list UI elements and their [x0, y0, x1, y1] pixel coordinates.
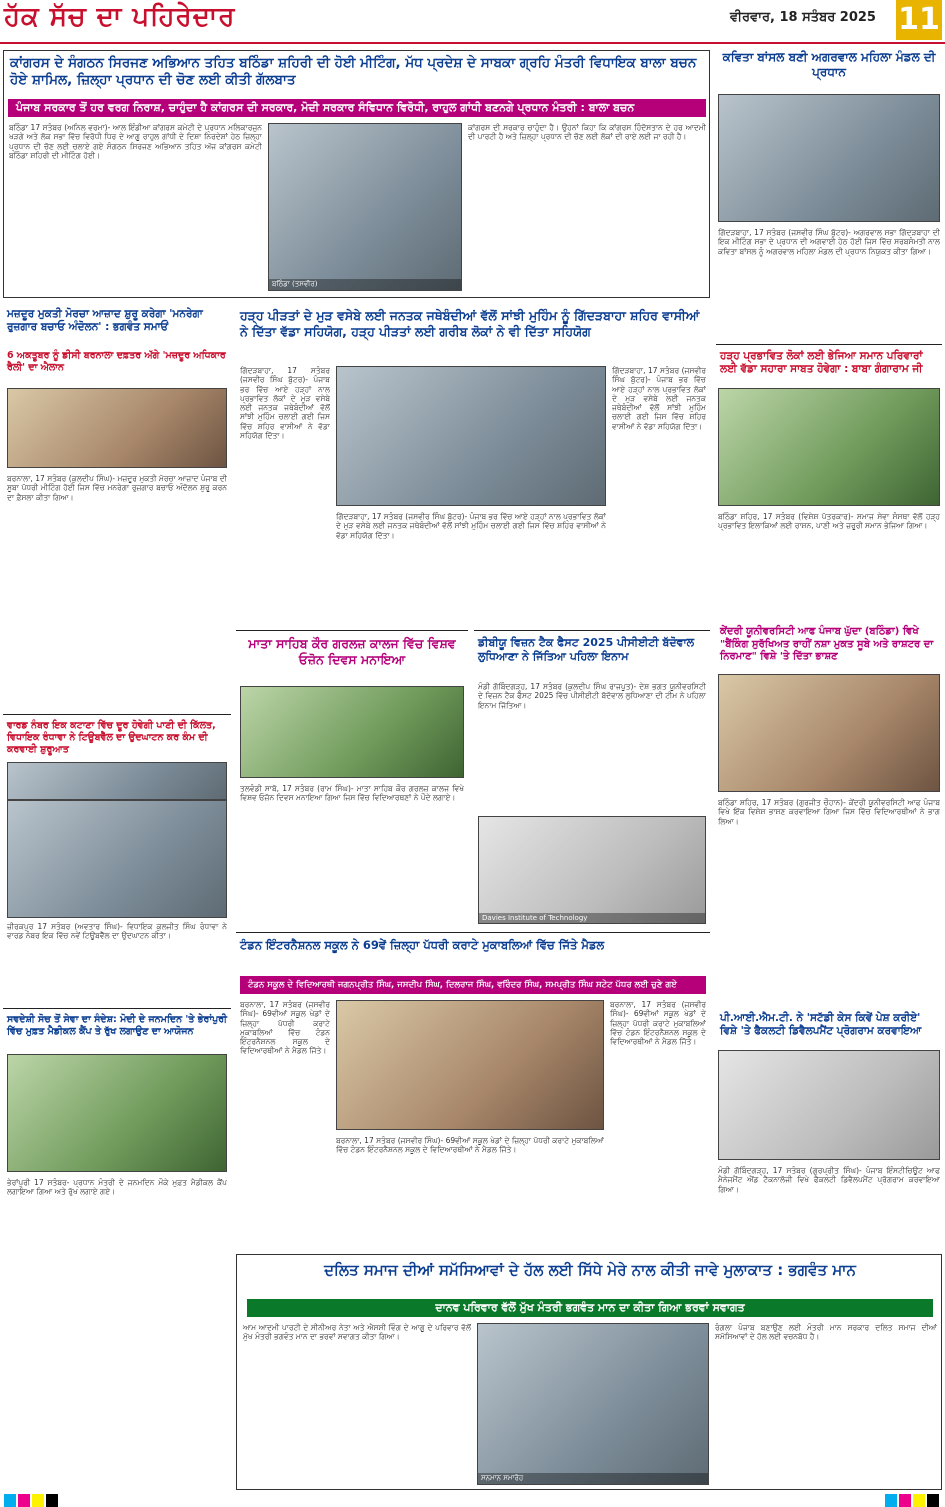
bottom-band: ਦਾਨਵ ਪਰਿਵਾਰ ਵੱਲੋਂ ਮੁੱਖ ਮੰਤਰੀ ਭਗਵੰਤ ਮਾਨ ਦਾ ਕੀਤਾ ਗਿਆ ਭਰਵਾਂ ਸਵਾਗਤ [247, 1299, 933, 1317]
bottom-headline: ਦਲਿਤ ਸਮਾਜ ਦੀਆਂ ਸਮੱਸਿਆਵਾਂ ਦੇ ਹੱਲ ਲਈ ਸਿੱਧੇ ਮੇਰੇ ਨਾਲ ਕੀਤੀ ਜਾਵੇ ਮੁਲਾਕਾਤ : ਭਗਵੰਤ ਮਾਨ [324, 1261, 856, 1279]
karate-headline: ਟੰਡਨ ਇੰਟਰਨੈਸ਼ਨਲ ਸਕੂਲ ਨੇ 69ਵੇਂ ਜ਼ਿਲ੍ਹਾ ਪੱਧਰੀ ਕਰਾਟੇ ਮੁਕਾਬਲਿਆਂ ਵਿੱਚ ਜਿੱਤੇ ਮੈਡਲ [240, 938, 605, 952]
flood-relief-headline: ਹੜ੍ਹ ਪ੍ਰਭਾਵਿਤ ਲੋਕਾਂ ਲਈ ਭੇਜਿਆ ਸਮਾਨ ਪਰਿਵਾਰਾਂ ਲਈ ਵੱਡਾ ਸਹਾਰਾ ਸਾਬਤ ਹੋਵੇਗਾ : ਬਾਬਾ ਗੰਗਾਰਾਮ ਜੀ [720, 350, 923, 376]
top-story-photo-caption: ਬਠਿੰਡਾ (ਤਸਵੀਰ) [269, 279, 461, 290]
ward-photo [7, 762, 227, 800]
ozone-headline: ਮਾਤਾ ਸਾਹਿਬ ਕੌਰ ਗਰਲਜ਼ ਕਾਲਜ ਵਿੱਚ ਵਿਸ਼ਵ ਓਜ਼ੋਨ ਦਿਵਸ ਮਨਾਇਆ [248, 636, 456, 667]
bottom-body-right: ਰੰਗਲਾ ਪੰਜਾਬ ਬਣਾਉਣ ਲਈ ਮੰਤਰੀ ਮਾਨ ਸਰਕਾਰ ਦਲਿਤ ਸਮਾਜ ਦੀਆਂ ਸਮੱਸਿਆਵਾਂ ਦੇ ਹੱਲ ਲਈ ਵਚਨਬੱਧ ਹੈ। [715, 1323, 937, 1342]
divider [3, 1008, 231, 1009]
mazdoor-subhead: 6 ਅਕਤੂਬਰ ਨੂੰ ਡੀਸੀ ਬਰਨਾਲਾ ਦਫ਼ਤਰ ਅੱਗੇ 'ਮਜ਼ਦੂਰ ਅਧਿਕਾਰ ਰੈਲੀ' ਦਾ ਐਲਾਨ [7, 350, 226, 373]
ward-photo-large [7, 800, 227, 918]
bottom-story [236, 1254, 942, 1490]
registration-swatch [899, 1494, 911, 1507]
mazdoor-photo [7, 388, 227, 468]
gidderbaha-body-right: ਗਿੱਦੜਬਾਹਾ, 17 ਸਤੰਬਰ (ਜਸਵੀਰ ਸਿੰਘ ਬੁੱਟਰ)- ਪੰਜਾਬ ਭਰ ਵਿੱਚ ਆਏ ਹੜ੍ਹਾਂ ਨਾਲ ਪ੍ਰਭਾਵਿਤ ਲੋਕਾਂ ਦੇ ਮੁੜ ਵਸੇਬੇ ਲਈ ਜਨਤਕ ਜਥੇਬੰਦੀਆਂ ਵੱਲੋਂ ਸਾਂਝੀ ਮੁਹਿੰਮ ਚਲਾਈ ਗਈ ਜਿਸ ਵਿੱਚ ਸ਼ਹਿਰ ਵਾਸੀਆਂ ਨੇ ਵੱਡਾ ਸਹਿਯੋਗ ਦਿੱਤਾ। [612, 366, 706, 431]
top-story-photo [268, 123, 462, 291]
swadeshi-headline: ਸਵਦੇਸ਼ੀ ਸੋਚ ਤੋਂ ਸੇਵਾ ਦਾ ਸੰਦੇਸ਼: ਮੋਦੀ ਦੇ ਜਨਮਦਿਨ 'ਤੇ ਭੇਰਾਂਪੁਰੀ ਵਿੱਚ ਮੁਫ਼ਤ ਮੈਡੀਕਲ ਕੈਂਪ ਤੇ ਰੁੱਖ ਲਗਾਉਣ ਦਾ ਆਯੋਜਨ [7, 1014, 228, 1037]
registration-swatch [885, 1494, 897, 1507]
university-story [716, 626, 942, 1006]
pimt-headline: ਪੀ.ਆਈ.ਐਮ.ਟੀ. ਨੇ 'ਸਟੱਡੀ ਕੇਸ ਕਿਵੇਂ ਪੇਸ਼ ਕਰੀਏ' ਵਿਸ਼ੇ 'ਤੇ ਫੈਕਲਟੀ ਡਿਵੈਲਪਮੈਂਟ ਪ੍ਰੋਗਰਾਮ ਕਰਵਾਇਆ [720, 1012, 922, 1038]
issue-date: ਵੀਰਵਾਰ, 18 ਸਤੰਬਰ 2025 [730, 10, 876, 25]
pimt-body: ਮੰਡੀ ਗੋਬਿੰਦਗੜ੍ਹ, 17 ਸਤੰਬਰ (ਗੁਰਪ੍ਰੀਤ ਸਿੰਘ)- ਪੰਜਾਬ ਇੰਸਟੀਚਿਊਟ ਆਫ ਮੈਨੇਜਮੈਂਟ ਐਂਡ ਟੈਕਨਾਲੋਜੀ ਵਿਖੇ ਫੈਕਲਟੀ ਡਿਵੈਲਪਮੈਂਟ ਪ੍ਰੋਗਰਾਮ ਕਰਵਾਇਆ ਗਿਆ। [718, 1166, 940, 1194]
pimt-photo [718, 1050, 940, 1160]
pimt-story [716, 1012, 942, 1252]
gidderbaha-body-left: ਗਿੱਦੜਬਾਹਾ, 17 ਸਤੰਬਰ (ਜਸਵੀਰ ਸਿੰਘ ਬੁੱਟਰ)- ਪੰਜਾਬ ਭਰ ਵਿੱਚ ਆਏ ਹੜ੍ਹਾਂ ਨਾਲ ਪ੍ਰਭਾਵਿਤ ਲੋਕਾਂ ਦੇ ਮੁੜ ਵਸੇਬੇ ਲਈ ਜਨਤਕ ਜਥੇਬੰਦੀਆਂ ਵੱਲੋਂ ਸਾਂਝੀ ਮੁਹਿੰਮ ਚਲਾਈ ਗਈ ਜਿਸ ਵਿੱਚ ਸ਼ਹਿਰ ਵਾਸੀਆਂ ਨੇ ਵੱਡਾ ਸਹਿਯੋਗ ਦਿੱਤਾ। [240, 366, 330, 441]
karate-band: ਟੰਡਨ ਸਕੂਲ ਦੇ ਵਿਦਿਆਰਥੀ ਜਗਨਪ੍ਰੀਤ ਸਿੰਘ, ਜਸਦੀਪ ਸਿੰਘ, ਦਿਲਰਾਜ ਸਿੰਘ, ਵਰਿੰਦਰ ਸਿੰਘ, ਸਮਪ੍ਰੀਤ ਸਿੰਘ ਸਟੇਟ ਪੱਧਰ ਲਈ ਚੁਣੇ ਗਏ [240, 976, 706, 994]
university-body: ਬਠਿੰਡਾ ਸ਼ਹਿਰ, 17 ਸਤੰਬਰ (ਗੁਰਜੀਤ ਚੌਹਾਨ)- ਕੇਂਦਰੀ ਯੂਨੀਵਰਸਿਟੀ ਆਫ ਪੰਜਾਬ ਵਿਖੇ ਇੱਕ ਵਿਸ਼ੇਸ਼ ਭਾਸ਼ਣ ਕਰਵਾਇਆ ਗਿਆ ਜਿਸ ਵਿੱਚ ਵਿਦਿਆਰਥੀਆਂ ਨੇ ਭਾਗ ਲਿਆ। [718, 798, 940, 826]
ward-headline: ਵਾਰਡ ਨੰਬਰ ਇਕ ਕਟਾਣਾ ਵਿੱਚ ਦੂਰ ਹੋਵੇਗੀ ਪਾਣੀ ਦੀ ਕਿੱਲਤ, ਵਿਧਾਇਕ ਰੰਧਾਵਾ ਨੇ ਟਿਊਬਵੈੱਲ ਦਾ ਉਦਘਾਟਨ ਕਰ ਕੰਮ ਦੀ ਕਰਵਾਈ ਸ਼ੁਰੂਆਤ [7, 720, 216, 755]
bottom-photo [477, 1323, 709, 1485]
dbu-banner-text: Davies Institute of Technology [479, 913, 705, 923]
karate-body-right: ਬਰਨਾਲਾ, 17 ਸਤੰਬਰ (ਜਸਵੀਰ ਸਿੰਘ)- 69ਵੀਆਂ ਸਕੂਲ ਖੇਡਾਂ ਦੇ ਜ਼ਿਲ੍ਹਾ ਪੱਧਰੀ ਕਰਾਟੇ ਮੁਕਾਬਲਿਆਂ ਵਿੱਚ ਟੰਡਨ ਇੰਟਰਨੈਸ਼ਨਲ ਸਕੂਲ ਦੇ ਵਿਦਿਆਰਥੀਆਂ ਨੇ ਮੈਡਲ ਜਿੱਤੇ। [610, 1000, 706, 1047]
registration-swatch [4, 1494, 16, 1507]
registration-swatch [913, 1494, 925, 1507]
swadeshi-story [3, 1008, 231, 1494]
flood-relief-photo [718, 388, 940, 506]
gidderbaha-story [236, 304, 710, 626]
newspaper-title: ਹੱਕ ਸੱਚ ਦਾ ਪਹਿਰੇਦਾਰ [4, 2, 236, 32]
mazdoor-headline: ਮਜ਼ਦੂਰ ਮੁਕਤੀ ਮੋਰਚਾ ਆਜ਼ਾਦ ਸ਼ੁਰੂ ਕਰੇਗਾ 'ਮਨਰੇਗਾ ਰੁਜ਼ਗਾਰ ਬਚਾਓ ਅੰਦੋਲਨ' : ਭਗਵੰਤ ਸਮਾਓਂ [7, 308, 203, 334]
top-story-headline: ਕਾਂਗਰਸ ਦੇ ਸੰਗਠਨ ਸਿਰਜਣ ਅਭਿਆਨ ਤਹਿਤ ਬਠਿੰਡਾ ਸ਼ਹਿਰੀ ਦੀ ਹੋਈ ਮੀਟਿੰਗ, ਮੱਧ ਪ੍ਰਦੇਸ਼ ਦੇ ਸਾਬਕਾ ਗ੍ਰਹਿ ਮੰਤਰੀ ਵਿਧਾਇਕ ਬਾਲਾ ਬਚਨ ਹੋਏ ਸ਼ਾਮਿਲ, ਜ਼ਿਲ੍ਹਾ ਪ੍ਰਧਾਨ ਦੀ ਚੋਣ ਲਈ ਕੀਤੀ ਗੱਲਬਾਤ [10, 55, 697, 88]
kavita-story [716, 50, 942, 622]
karate-body-bottom: ਬਰਨਾਲਾ, 17 ਸਤੰਬਰ (ਜਸਵੀਰ ਸਿੰਘ)- 69ਵੀਆਂ ਸਕੂਲ ਖੇਡਾਂ ਦੇ ਜ਼ਿਲ੍ਹਾ ਪੱਧਰੀ ਕਰਾਟੇ ਮੁਕਾਬਲਿਆਂ ਵਿੱਚ ਟੰਡਨ ਇੰਟਰਨੈਸ਼ਨਲ ਸਕੂਲ ਦੇ ਵਿਦਿਆਰਥੀਆਂ ਨੇ ਮੈਡਲ ਜਿੱਤੇ। [336, 1136, 604, 1155]
dbu-photo [478, 816, 706, 924]
gidderbaha-photo [336, 366, 606, 506]
dbu-story [474, 630, 710, 928]
print-registration-bar [0, 1494, 945, 1507]
karate-story [236, 932, 710, 1248]
masthead [0, 0, 945, 44]
swadeshi-photo [7, 1054, 227, 1172]
divider [236, 932, 710, 933]
top-story-band: ਪੰਜਾਬ ਸਰਕਾਰ ਤੋਂ ਹਰ ਵਰਗ ਨਿਰਾਸ਼, ਚਾਹੁੰਦਾ ਹੈ ਕਾਂਗਰਸ ਦੀ ਸਰਕਾਰ, ਮੋਦੀ ਸਰਕਾਰ ਸੰਵਿਧਾਨ ਵਿਰੋਧੀ, ਰਾਹੁਲ ਗਾਂਧੀ ਬਣਨਗੇ ਪ੍ਰਧਾਨ ਮੰਤਰੀ : ਬਾਲਾ ਬਚਨ [8, 99, 706, 117]
top-story [3, 50, 710, 298]
ozone-body: ਤਲਵੰਡੀ ਸਾਬੋ, 17 ਸਤੰਬਰ (ਰਾਮ ਸਿੰਘ)- ਮਾਤਾ ਸਾਹਿਬ ਕੌਰ ਗਰਲਜ਼ ਕਾਲਜ ਵਿਖੇ ਵਿਸ਼ਵ ਓਜ਼ੋਨ ਦਿਵਸ ਮਨਾਇਆ ਗਿਆ ਜਿਸ ਵਿੱਚ ਵਿਦਿਆਰਥਣਾਂ ਨੇ ਪੌਦੇ ਲਗਾਏ। [240, 784, 464, 803]
divider [236, 630, 468, 631]
bottom-body-left: ਆਮ ਆਦਮੀ ਪਾਰਟੀ ਦੇ ਸੀਨੀਅਰ ਨੇਤਾ ਅਤੇ ਐਸਸੀ ਵਿੰਗ ਦੇ ਆਗੂ ਦੇ ਪਰਿਵਾਰ ਵੱਲੋਂ ਮੁੱਖ ਮੰਤਰੀ ਭਗਵੰਤ ਮਾਨ ਦਾ ਭਰਵਾਂ ਸਵਾਗਤ ਕੀਤਾ ਗਿਆ। [243, 1323, 471, 1342]
top-story-body-left: ਬਠਿੰਡਾ 17 ਸਤੰਬਰ (ਅਨਿਲ ਵਰਮਾ)- ਆਲ ਇੰਡੀਆ ਕਾਂਗਰਸ ਕਮੇਟੀ ਦੇ ਪ੍ਰਧਾਨ ਮਲਿਕਾਰਜੁਨ ਖੜਗੇ ਅਤੇ ਲੋਕ ਸਭਾ ਵਿੱਚ ਵਿਰੋਧੀ ਧਿਰ ਦੇ ਆਗੂ ਰਾਹੁਲ ਗਾਂਧੀ ਦੇ ਦਿਸ਼ਾ ਨਿਰਦੇਸ਼ਾਂ ਹੇਠ ਜ਼ਿਲ੍ਹਾ ਪ੍ਰਧਾਨ ਦੀ ਚੋਣ ਲਈ ਚਲਾਏ ਗਏ ਸੰਗਠਨ ਸਿਰਜਣ ਅਭਿਆਨ ਤਹਿਤ ਅੱਜ ਕਾਂਗਰਸ ਕਮੇਟੀ ਬਠਿੰਡਾ ਸ਼ਹਿਰੀ ਦੀ ਮੀਟਿੰਗ ਹੋਈ। [9, 123, 262, 160]
dbu-headline: ਡੀਬੀਯੂ ਵਿਜ਼ਨ ਟੈਕ ਫੈਸਟ 2025 ਪੀਸੀਈਟੀ ਬੱਦੋਵਾਲ ਲੁਧਿਆਣਾ ਨੇ ਜਿੱਤਿਆ ਪਹਿਲਾ ਇਨਾਮ [478, 636, 695, 663]
kavita-headline: ਕਵਿਤਾ ਬਾਂਸਲ ਬਣੀ ਅਗਰਵਾਲ ਮਹਿਲਾ ਮੰਡਲ ਦੀ ਪ੍ਰਧਾਨ [722, 50, 936, 79]
bottom-photo-caption: ਸਨਮਾਨ ਸਮਾਰੋਹ [478, 1473, 708, 1484]
university-headline: ਕੇਂਦਰੀ ਯੂਨੀਵਰਸਿਟੀ ਆਫ ਪੰਜਾਬ ਘੁੱਦਾ (ਬਠਿੰਡਾ) ਵਿਖੇ "ਬੈਂਕਿੰਗ ਸੁਰੱਖਿਅਤ ਰਾਹੀਂ ਨਸ਼ਾ ਮੁਕਤ ਸੂਬੇ ਅਤੇ ਰਾਸ਼ਟਰ ਦਾ ਨਿਰਮਾਣ" ਵਿਸ਼ੇ 'ਤੇ ਦਿੱਤਾ ਭਾਸ਼ਣ [720, 626, 934, 662]
flood-relief-body: ਬਠਿੰਡਾ ਸ਼ਹਿਰ, 17 ਸਤੰਬਰ (ਵਿਸ਼ੇਸ਼ ਪੱਤਰਕਾਰ)- ਸਮਾਜ ਸੇਵਾ ਸੰਸਥਾ ਵੱਲੋਂ ਹੜ੍ਹ ਪ੍ਰਭਾਵਿਤ ਇਲਾਕਿਆਂ ਲਈ ਰਾਸ਼ਨ, ਪਾਣੀ ਅਤੇ ਜ਼ਰੂਰੀ ਸਮਾਨ ਭੇਜਿਆ ਗਿਆ। [718, 512, 940, 531]
registration-swatch [18, 1494, 30, 1507]
karate-photo [336, 1000, 604, 1130]
ozone-story [236, 630, 468, 928]
karate-body-left: ਬਰਨਾਲਾ, 17 ਸਤੰਬਰ (ਜਸਵੀਰ ਸਿੰਘ)- 69ਵੀਆਂ ਸਕੂਲ ਖੇਡਾਂ ਦੇ ਜ਼ਿਲ੍ਹਾ ਪੱਧਰੀ ਕਰਾਟੇ ਮੁਕਾਬਲਿਆਂ ਵਿੱਚ ਟੰਡਨ ਇੰਟਰਨੈਸ਼ਨਲ ਸਕੂਲ ਦੇ ਵਿਦਿਆਰਥੀਆਂ ਨੇ ਮੈਡਲ ਜਿੱਤੇ। [240, 1000, 330, 1056]
gidderbaha-body-bottom: ਗਿੱਦੜਬਾਹਾ, 17 ਸਤੰਬਰ (ਜਸਵੀਰ ਸਿੰਘ ਬੁੱਟਰ)- ਪੰਜਾਬ ਭਰ ਵਿੱਚ ਆਏ ਹੜ੍ਹਾਂ ਨਾਲ ਪ੍ਰਭਾਵਿਤ ਲੋਕਾਂ ਦੇ ਮੁੜ ਵਸੇਬੇ ਲਈ ਜਨਤਕ ਜਥੇਬੰਦੀਆਂ ਵੱਲੋਂ ਸਾਂਝੀ ਮੁਹਿੰਮ ਚਲਾਈ ਗਈ ਜਿਸ ਵਿੱਚ ਸ਼ਹਿਰ ਵਾਸੀਆਂ ਨੇ ਵੱਡਾ ਸਹਿਯੋਗ ਦਿੱਤਾ। [336, 512, 606, 540]
mazdoor-story [3, 304, 231, 800]
page-number: 11 [896, 0, 942, 40]
ozone-photo [240, 686, 464, 778]
mazdoor-body: ਬਰਨਾਲਾ, 17 ਸਤੰਬਰ (ਕੁਲਦੀਪ ਸਿੰਘ)- ਮਜ਼ਦੂਰ ਮੁਕਤੀ ਮੋਰਚਾ ਆਜ਼ਾਦ ਪੰਜਾਬ ਦੀ ਸੂਬਾ ਪੱਧਰੀ ਮੀਟਿੰਗ ਹੋਈ ਜਿਸ ਵਿੱਚ ਮਨਰੇਗਾ ਰੁਜ਼ਗਾਰ ਬਚਾਓ ਅੰਦੋਲਨ ਸ਼ੁਰੂ ਕਰਨ ਦਾ ਫ਼ੈਸਲਾ ਕੀਤਾ ਗਿਆ। [7, 474, 227, 502]
registration-swatch [46, 1494, 58, 1507]
kavita-body: ਗਿੱਦੜਬਾਹਾ, 17 ਸਤੰਬਰ (ਜਸਵੀਰ ਸਿੰਘ ਬੁੱਟਰ)- ਅਗਰਵਾਲ ਸਭਾ ਗਿੱਦੜਬਾਹਾ ਦੀ ਇਕ ਮੀਟਿੰਗ ਸਭਾ ਦੇ ਪ੍ਰਧਾਨ ਦੀ ਅਗਵਾਈ ਹੇਠ ਹੋਈ ਜਿਸ ਵਿੱਚ ਸਰਬਸੰਮਤੀ ਨਾਲ ਕਵਿਤਾ ਬਾਂਸਲ ਨੂੰ ਅਗਰਵਾਲ ਮਹਿਲਾ ਮੰਡਲ ਦੀ ਪ੍ਰਧਾਨ ਨਿਯੁਕਤ ਕੀਤਾ ਗਿਆ। [718, 228, 940, 256]
top-story-body-right: ਕਾਂਗਰਸ ਦੀ ਸਰਕਾਰ ਚਾਹੁੰਦਾ ਹੈ। ਉਹਨਾਂ ਕਿਹਾ ਕਿ ਕਾਂਗਰਸ ਹਿੰਦੋਸਤਾਨ ਦੇ ਹਰ ਆਦਮੀ ਦੀ ਪਾਰਟੀ ਹੈ ਅਤੇ ਜ਼ਿਲ੍ਹਾ ਪ੍ਰਧਾਨ ਦੀ ਚੋਣ ਲਈ ਲੋਕਾਂ ਦੀ ਰਾਏ ਲਈ ਜਾ ਰਹੀ ਹੈ। [468, 123, 706, 142]
kavita-photo [718, 94, 940, 222]
gidderbaha-headline: ਹੜ੍ਹ ਪੀੜਤਾਂ ਦੇ ਮੁੜ ਵਸੇਬੇ ਲਈ ਜਨਤਕ ਜਥੇਬੰਦੀਆਂ ਵੱਲੋਂ ਸਾਂਝੀ ਮੁਹਿੰਮ ਨੂੰ ਗਿੱਦੜਬਾਹਾ ਸ਼ਹਿਰ ਵਾਸੀਆਂ ਨੇ ਦਿੱਤਾ ਵੱਡਾ ਸਹਿਯੋਗ, ਹੜ੍ਹ ਪੀੜਤਾਂ ਲਈ ਗਰੀਬ ਲੋਕਾਂ ਨੇ ਵੀ ਦਿੱਤਾ ਸਹਿਯੋਗ [240, 308, 700, 339]
divider [474, 630, 710, 631]
swadeshi-body: ਭੇਰਾਂਪੁਰੀ 17 ਸਤੰਬਰ- ਪ੍ਰਧਾਨ ਮੰਤਰੀ ਦੇ ਜਨਮਦਿਨ ਮੌਕੇ ਮੁਫ਼ਤ ਮੈਡੀਕਲ ਕੈਂਪ ਲਗਾਇਆ ਗਿਆ ਅਤੇ ਰੁੱਖ ਲਗਾਏ ਗਏ। [7, 1178, 227, 1197]
divider [716, 344, 942, 345]
dbu-body: ਮੰਡੀ ਗੋਬਿੰਦਗੜ੍ਹ, 17 ਸਤੰਬਰ (ਕੁਲਦੀਪ ਸਿੰਘ ਰਾਜਪੂਤ)- ਦੇਸ਼ ਭਗਤ ਯੂਨੀਵਰਸਿਟੀ ਦੇ ਵਿਜ਼ਨ ਟੈਕ ਫੈਸਟ 2025 ਵਿੱਚ ਪੀਸੀਈਟੀ ਬੱਦੋਵਾਲ ਲੁਧਿਆਣਾ ਦੀ ਟੀਮ ਨੇ ਪਹਿਲਾ ਇਨਾਮ ਜਿੱਤਿਆ। [478, 682, 706, 710]
registration-swatch [927, 1494, 939, 1507]
university-photo [718, 674, 940, 792]
registration-swatch [32, 1494, 44, 1507]
divider [3, 714, 231, 715]
ward-body: ਜ਼ੀਰਕਪੁਰ 17 ਸਤੰਬਰ (ਅਵਤਾਰ ਸਿੰਘ)- ਵਿਧਾਇਕ ਕੁਲਜੀਤ ਸਿੰਘ ਰੰਧਾਵਾ ਨੇ ਵਾਰਡ ਨੰਬਰ ਇਕ ਵਿੱਚ ਨਵੇਂ ਟਿਊਬਵੈੱਲ ਦਾ ਉਦਘਾਟਨ ਕੀਤਾ। [7, 922, 227, 941]
